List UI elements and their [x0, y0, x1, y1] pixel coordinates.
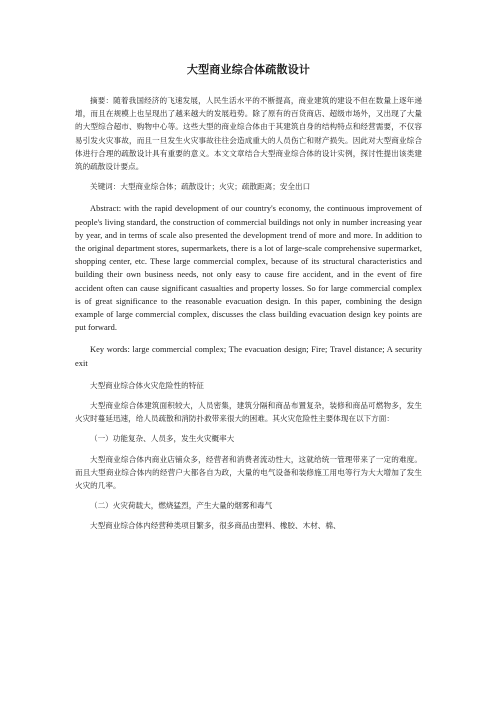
keywords-english: Key words: large commercial complex; The evacuation design; Fire; Travel distance; A security exit [75, 345, 422, 368]
document-title: 大型商业综合体疏散设计 [186, 63, 311, 76]
document-body [75, 62, 422, 533]
abstract-chinese: 摘要：随着我国经济的飞速发展，人民生活水平的不断提高，商业建筑的建设不但在数量上逐年递增，而且在规模上也呈现出了越来越大的发展趋势。除了原有的百货商店、超级市场外，又出现了大量的大型综合超市、购物中心等。这些大型的商业综合体由于其建筑自身的结构特点和经营需要，不仅容易引发火灾事故，而且一旦发生火灾事故往往会造成重大的人员伤亡和财产损失。因此对大型商业综合体进行合理的疏散设计具有重要的意义。本文文章结合大型商业综合体的设计实例，探讨性提出该类建筑的疏散设计要点。 [75, 96, 422, 172]
section-heading: 大型商业综合体火灾危险性的特征 [90, 380, 204, 390]
section-intro-paragraph: 大型商业综合体建筑面积较大，人员密集，建筑分隔和商品布置复杂，装修和商品可燃物多，发生火灾时蔓延迅速，给人员疏散和消防扑救带来很大的困难。其火灾危险性主要体现在以下方面： [75, 401, 422, 424]
subsection-paragraph-2: 大型商业综合体内经营种类项目繁多，很多商品由塑料、橡胶、木材、棉、 [90, 521, 341, 531]
subsection-heading-1: （一）功能复杂、人员多，发生火灾概率大 [90, 434, 235, 444]
subsection-paragraph-1: 大型商业综合体内商业店铺众多，经营者和消费者流动性大，这就给统一管理带来了一定的难度。而且大型商业综合体内的经营户大都各自为政，大量的电气设备和装修施工用电等行为大大增加了发生火灾的几率。 [75, 454, 422, 491]
abstract-english: Abstract: with the rapid development of our country's economy, the continuous improvement of people's living standard, the construction of commercial buildings not only in number increasing year by year, and in terms of scale also presented the development trend of more and more. In addition to the original department stores, supermarkets, there is a lot of large-scale comprehensive supermarket, shopping center, etc. These large commercial complex, because of its structural characteristics and building their own business needs, not only easy to cause fire accident, and in the event of fire accident often can cause significant casualties and property losses. So for large commercial complex is of great significance to the reasonable evacuation design. In this paper, combining the design example of large commercial complex, discusses the class building evacuation design key points are put forward. [75, 204, 422, 333]
page-bottom-fade [0, 682, 496, 702]
keywords-chinese: 关键词：大型商业综合体；疏散设计；火灾；疏散距离；安全出口 [90, 182, 311, 192]
subsection-heading-2: （二）火灾荷载大，燃烧猛烈，产生大量的烟雾和毒气 [90, 501, 273, 511]
